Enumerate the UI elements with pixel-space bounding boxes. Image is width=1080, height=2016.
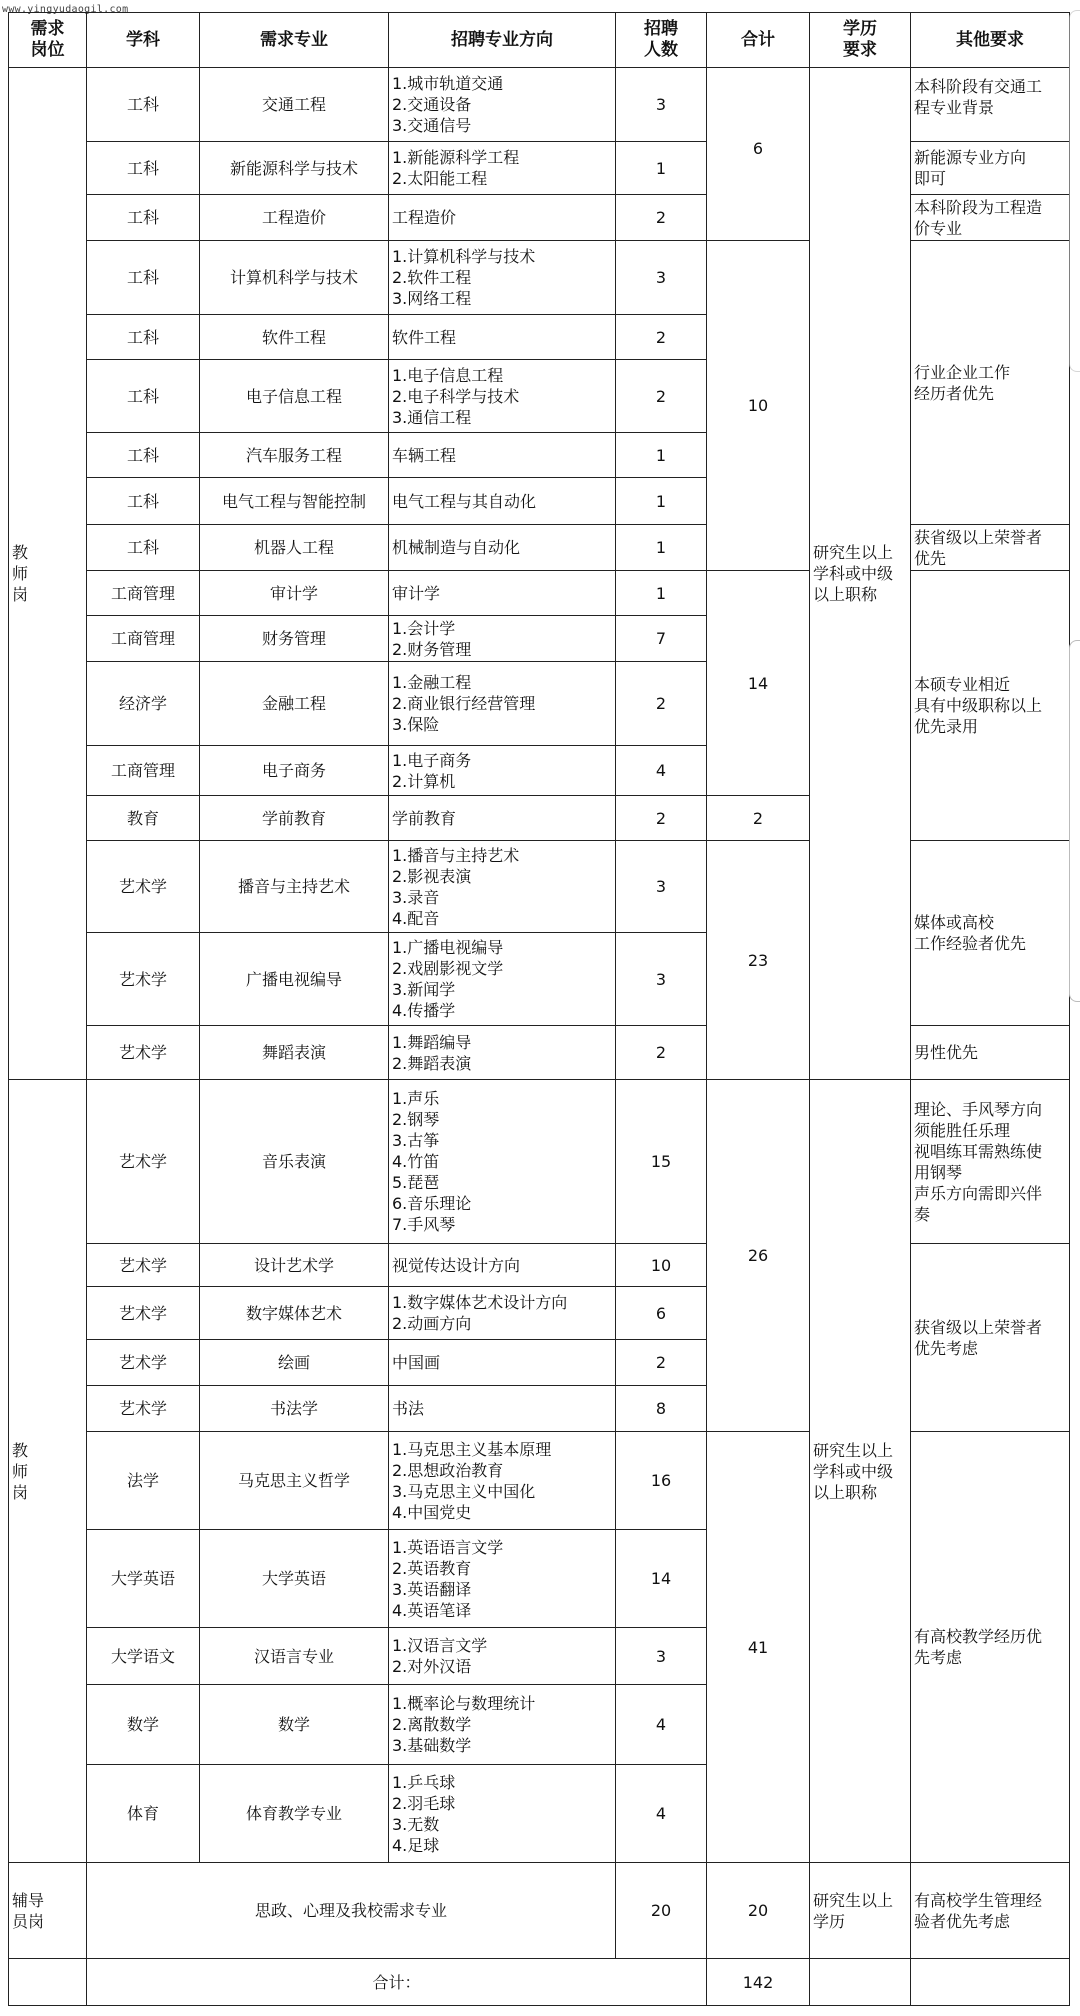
count-cell: 2 xyxy=(616,1340,707,1386)
grand-total-label: 合计： xyxy=(87,1959,707,2006)
major-cell: 机器人工程 xyxy=(200,525,389,571)
direction-cell: 1.计算机科学与技术 2.软件工程 3.网络工程 xyxy=(389,241,616,315)
major-cell: 数学 xyxy=(200,1685,389,1765)
subject-cell: 经济学 xyxy=(87,662,200,746)
blank-cell xyxy=(911,1959,1070,2006)
direction-cell: 1.广播电视编导 2.戏剧影视文学 3.新闻学 4.传播学 xyxy=(389,933,616,1026)
subject-cell: 工科 xyxy=(87,142,200,195)
major-cell: 金融工程 xyxy=(200,662,389,746)
major-cell: 学前教育 xyxy=(200,796,389,841)
other-cell: 获省级以上荣誉者 优先 xyxy=(911,525,1070,571)
subject-cell: 工科 xyxy=(87,525,200,571)
scroll-edge-handle xyxy=(1069,640,1080,1002)
count-cell: 15 xyxy=(616,1080,707,1244)
other-cell: 行业企业工作 经历者优先 xyxy=(911,241,1070,525)
direction-cell: 1.数字媒体艺术设计方向 2.动画方向 xyxy=(389,1287,616,1340)
table-row xyxy=(9,68,1070,142)
count-cell: 1 xyxy=(616,478,707,525)
count-cell: 6 xyxy=(616,1287,707,1340)
major-cell: 计算机科学与技术 xyxy=(200,241,389,315)
header-row xyxy=(9,13,1070,68)
count-cell: 4 xyxy=(616,1765,707,1863)
table-row-grand-total xyxy=(9,1959,1070,2006)
direction-cell: 1.乒乓球 2.羽毛球 3.无数 4.足球 xyxy=(389,1765,616,1863)
direction-cell: 1.城市轨道交通 2.交通设备 3.交通信号 xyxy=(389,68,616,142)
table-row xyxy=(9,195,1070,241)
subject-cell: 艺术学 xyxy=(87,841,200,933)
major-cell: 书法学 xyxy=(200,1386,389,1432)
direction-cell: 审计学 xyxy=(389,571,616,616)
major-cell: 体育教学专业 xyxy=(200,1765,389,1863)
major-cell: 新能源科学与技术 xyxy=(200,142,389,195)
direction-cell: 1.舞蹈编导 2.舞蹈表演 xyxy=(389,1026,616,1080)
total-cell: 2 xyxy=(707,796,810,841)
direction-cell: 1.播音与主持艺术 2.影视表演 3.录音 4.配音 xyxy=(389,841,616,933)
count-cell: 4 xyxy=(616,746,707,796)
subject-cell: 工科 xyxy=(87,195,200,241)
subject-cell: 大学语文 xyxy=(87,1628,200,1685)
subject-cell: 工科 xyxy=(87,241,200,315)
subject-cell: 艺术学 xyxy=(87,1386,200,1432)
subject-cell: 教育 xyxy=(87,796,200,841)
count-cell: 1 xyxy=(616,525,707,571)
header-position: 需求 岗位 xyxy=(9,13,87,68)
direction-cell: 工程造价 xyxy=(389,195,616,241)
major-cell: 汽车服务工程 xyxy=(200,433,389,478)
subject-cell: 数学 xyxy=(87,1685,200,1765)
other-cell: 本硕专业相近 具有中级职称以上 优先录用 xyxy=(911,571,1070,841)
other-cell: 媒体或高校 工作经验者优先 xyxy=(911,841,1070,1026)
position-cell: 教 师 岗 xyxy=(9,68,87,1080)
header-other: 其他要求 xyxy=(911,13,1070,68)
major-cell: 数字媒体艺术 xyxy=(200,1287,389,1340)
major-cell: 审计学 xyxy=(200,571,389,616)
direction-cell: 车辆工程 xyxy=(389,433,616,478)
direction-cell: 1.英语语言文学 2.英语教育 3.英语翻译 4.英语笔译 xyxy=(389,1530,616,1628)
other-cell: 男性优先 xyxy=(911,1026,1070,1080)
subject-cell: 体育 xyxy=(87,1765,200,1863)
count-cell: 2 xyxy=(616,360,707,433)
major-cell: 财务管理 xyxy=(200,616,389,662)
total-cell: 23 xyxy=(707,841,810,1080)
direction-cell: 1.电子商务 2.计算机 xyxy=(389,746,616,796)
direction-cell: 1.概率论与数理统计 2.离散数学 3.基础数学 xyxy=(389,1685,616,1765)
major-cell: 大学英语 xyxy=(200,1530,389,1628)
subject-cell: 大学英语 xyxy=(87,1530,200,1628)
major-cell: 电子商务 xyxy=(200,746,389,796)
direction-cell: 1.声乐 2.钢琴 3.古筝 4.竹笛 5.琵琶 6.音乐理论 7.手风琴 xyxy=(389,1080,616,1244)
direction-cell: 视觉传达设计方向 xyxy=(389,1244,616,1287)
subject-cell: 艺术学 xyxy=(87,933,200,1026)
subject-cell: 工科 xyxy=(87,315,200,360)
counselor-major-cell: 思政、心理及我校需求专业 xyxy=(87,1863,616,1959)
direction-cell: 中国画 xyxy=(389,1340,616,1386)
other-cell: 有高校教学经历优 先考虑 xyxy=(911,1432,1070,1863)
blank-cell xyxy=(810,1959,911,2006)
recruitment-table xyxy=(8,12,1070,2006)
direction-cell: 1.金融工程 2.商业银行经营管理 3.保险 xyxy=(389,662,616,746)
header-education: 学历 要求 xyxy=(810,13,911,68)
total-cell: 6 xyxy=(707,68,810,241)
watermark-text: www.yingyudaogil.com xyxy=(2,4,129,15)
table-row xyxy=(9,571,1070,616)
table-row xyxy=(9,1026,1070,1080)
major-cell: 广播电视编导 xyxy=(200,933,389,1026)
count-cell: 2 xyxy=(616,195,707,241)
major-cell: 汉语言专业 xyxy=(200,1628,389,1685)
count-cell: 7 xyxy=(616,616,707,662)
direction-cell: 1.新能源科学工程 2.太阳能工程 xyxy=(389,142,616,195)
table-row xyxy=(9,1244,1070,1287)
count-cell: 14 xyxy=(616,1530,707,1628)
table-row xyxy=(9,525,1070,571)
header-count: 招聘 人数 xyxy=(616,13,707,68)
total-cell: 41 xyxy=(707,1432,810,1863)
subject-cell: 法学 xyxy=(87,1432,200,1530)
other-cell: 本科阶段为工程造 价专业 xyxy=(911,195,1070,241)
direction-cell: 1.汉语言文学 2.对外汉语 xyxy=(389,1628,616,1685)
direction-cell: 软件工程 xyxy=(389,315,616,360)
count-cell: 3 xyxy=(616,68,707,142)
count-cell: 3 xyxy=(616,933,707,1026)
major-cell: 软件工程 xyxy=(200,315,389,360)
scroll-edge-handle xyxy=(1069,10,1080,372)
major-cell: 舞蹈表演 xyxy=(200,1026,389,1080)
education-cell: 研究生以上 学历 xyxy=(810,1863,911,1959)
subject-cell: 工商管理 xyxy=(87,746,200,796)
count-cell: 2 xyxy=(616,662,707,746)
subject-cell: 工商管理 xyxy=(87,571,200,616)
other-cell: 新能源专业方向 即可 xyxy=(911,142,1070,195)
direction-cell: 书法 xyxy=(389,1386,616,1432)
total-cell: 10 xyxy=(707,241,810,571)
subject-cell: 工科 xyxy=(87,433,200,478)
direction-cell: 1.马克思主义基本原理 2.思想政治教育 3.马克思主义中国化 4.中国党史 xyxy=(389,1432,616,1530)
education-cell: 研究生以上 学科或中级 以上职称 xyxy=(810,1080,911,1863)
subject-cell: 艺术学 xyxy=(87,1026,200,1080)
table-row xyxy=(9,1432,1070,1530)
subject-cell: 工商管理 xyxy=(87,616,200,662)
other-cell: 有高校学生管理经 验者优先考虑 xyxy=(911,1863,1070,1959)
subject-cell: 艺术学 xyxy=(87,1287,200,1340)
count-cell: 8 xyxy=(616,1386,707,1432)
major-cell: 绘画 xyxy=(200,1340,389,1386)
subject-cell: 艺术学 xyxy=(87,1340,200,1386)
subject-cell: 艺术学 xyxy=(87,1080,200,1244)
header-direction: 招聘专业方向 xyxy=(389,13,616,68)
major-cell: 设计艺术学 xyxy=(200,1244,389,1287)
count-cell: 2 xyxy=(616,315,707,360)
direction-cell: 1.电子信息工程 2.电子科学与技术 3.通信工程 xyxy=(389,360,616,433)
subject-cell: 工科 xyxy=(87,478,200,525)
count-cell: 20 xyxy=(616,1863,707,1959)
subject-cell: 艺术学 xyxy=(87,1244,200,1287)
count-cell: 16 xyxy=(616,1432,707,1530)
other-cell: 理论、手风琴方向 须能胜任乐理 视唱练耳需熟练使 用钢琴 声乐方向需即兴伴 奏 xyxy=(911,1080,1070,1244)
count-cell: 1 xyxy=(616,433,707,478)
total-cell: 20 xyxy=(707,1863,810,1959)
table-row xyxy=(9,241,1070,315)
count-cell: 3 xyxy=(616,841,707,933)
other-cell: 本科阶段有交通工 程专业背景 xyxy=(911,68,1070,142)
table-row xyxy=(9,142,1070,195)
count-cell: 10 xyxy=(616,1244,707,1287)
subject-cell: 工科 xyxy=(87,68,200,142)
major-cell: 工程造价 xyxy=(200,195,389,241)
major-cell: 音乐表演 xyxy=(200,1080,389,1244)
major-cell: 播音与主持艺术 xyxy=(200,841,389,933)
subject-cell: 工科 xyxy=(87,360,200,433)
major-cell: 电气工程与智能控制 xyxy=(200,478,389,525)
grand-total-value: 142 xyxy=(707,1959,810,2006)
direction-cell: 学前教育 xyxy=(389,796,616,841)
position-cell: 辅导 员岗 xyxy=(9,1863,87,1959)
total-cell: 14 xyxy=(707,571,810,796)
direction-cell: 机械制造与自动化 xyxy=(389,525,616,571)
count-cell: 1 xyxy=(616,142,707,195)
total-cell: 26 xyxy=(707,1080,810,1432)
header-major: 需求专业 xyxy=(200,13,389,68)
blank-cell xyxy=(9,1959,87,2006)
count-cell: 3 xyxy=(616,1628,707,1685)
direction-cell: 1.会计学 2.财务管理 xyxy=(389,616,616,662)
major-cell: 马克思主义哲学 xyxy=(200,1432,389,1530)
direction-cell: 电气工程与其自动化 xyxy=(389,478,616,525)
position-cell: 教 师 岗 xyxy=(9,1080,87,1863)
count-cell: 2 xyxy=(616,796,707,841)
count-cell: 3 xyxy=(616,241,707,315)
table-row xyxy=(9,841,1070,933)
other-cell: 获省级以上荣誉者 优先考虑 xyxy=(911,1244,1070,1432)
major-cell: 交通工程 xyxy=(200,68,389,142)
count-cell: 4 xyxy=(616,1685,707,1765)
count-cell: 1 xyxy=(616,571,707,616)
education-cell: 研究生以上 学科或中级 以上职称 xyxy=(810,68,911,1080)
header-subject: 学科 xyxy=(87,13,200,68)
header-total: 合计 xyxy=(707,13,810,68)
count-cell: 2 xyxy=(616,1026,707,1080)
table-row-counselor xyxy=(9,1863,1070,1959)
major-cell: 电子信息工程 xyxy=(200,360,389,433)
table-row xyxy=(9,1080,1070,1244)
